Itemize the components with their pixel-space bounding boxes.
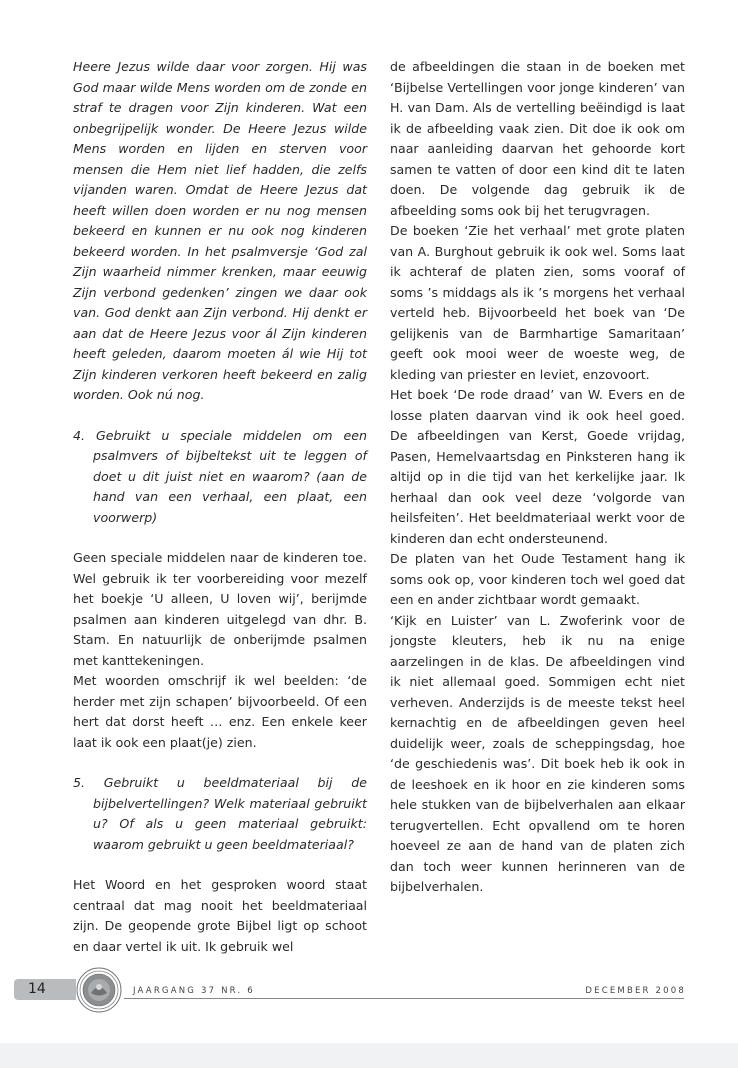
answer-3-continuation: Heere Jezus wilde daar voor zorgen. Hij was God maar wilde Mens worden om de zonde en straf te dragen voor Zijn kinderen. Wat een onbegrijpelijk wonder. De Heere Jezus wilde Mens worden en lijden en sterven voor mensen die Hem niet lief hadden, die zelfs vijanden waren. Omdat de Heere Jezus dat heeft willen doen worden er nu nog mensen bekeerd en kunnen er nu ook nog kinderen bekeerd worden. In het psalmversje ‘God zal Zijn waarheid nimmer krenken, maar eeuwig Zijn verbond gedenken’ zingen we daar ook van. God denkt aan Zijn verbond. Hij denkt er aan dat de Heere Jezus voor ál Zijn kinderen heeft geleden, daarom moeten ál wie Hij tot Zijn kinderen verkoren heeft bekeerd en zalig worden. Ook nú nog. <box>73 59 367 402</box>
footer-rule <box>124 998 684 999</box>
answer-5-paragraph-1: Het Woord en het gesproken woord staat centraal dat mag nooit het beeldmateriaal zijn. De geopende grote Bijbel ligt op schoot en daar vertel ik uit. Ik gebruik wel <box>73 877 367 954</box>
volume-issue: JAARGANG 37 NR. 6 <box>133 986 255 996</box>
left-column <box>73 57 367 957</box>
right-paragraph-2: De boeken ‘Zie het verhaal’ met grote platen van A. Burghout gebruik ik ook wel. Soms laat ik achteraf de platen zien, soms vooraf of soms ’s middags als ik ’s morgens het verhaal verteld heb. Bijvoorbeeld het boek van ‘De gelijkenis van de Barmhartige Samaritaan’ geeft ook mooi weer de woeste weg, de kleding van priester en leviet, enzovoort. <box>390 223 685 382</box>
seal-emblem-icon <box>76 967 122 1013</box>
right-paragraph-1: de afbeeldingen die staan in de boeken met ‘Bijbelse Vertellingen voor jonge kinderen’ van H. van Dam. Als de vertelling beëindigd is laat ik de afbeelding vaak zien. Dit doe ik ook om naar aanleiding daarvan het gehoorde kort samen te vatten of door een kind dit te laten doen. De volgende dag gebruik ik de afbeelding soms ook bij het terugvragen. <box>390 59 685 218</box>
right-paragraph-5: ‘Kijk en Luister’ van L. Zwoferink voor de jongste kleuters, heb ik nu na enige aarzelingen in de klas. De afbeeldingen vind ik niet allemaal goed. Sommigen echt niet verheven. Anderzijds is de meeste tekst heel kernachtig en de afbeeldingen geven heel duidelijk weer, zoals de scheppingsdag, hoe ‘de geschiedenis was’. Dit boek heb ik ook in de leeshoek en ik hoor en zie kinderen soms hele stukken van de bijbelverhalen aan elkaar terugvertellen. Echt opvallend om te horen hoeveel ze aan de hand van de platen zich dan toch weer kunnen herinneren van de bijbelverhalen. <box>390 612 685 894</box>
right-column <box>390 57 685 898</box>
right-paragraph-4: De platen van het Oude Testament hang ik soms ook op, voor kinderen toch wel goed dat een en ander zichtbaar wordt gemaakt. <box>390 551 685 607</box>
question-5: 5. Gebruikt u beeldmateriaal bij de bijbelvertellingen? Welk materiaal gebruikt u? Of als u geen materiaal gebruikt: waarom gebruikt u geen beeldmateriaal? <box>73 775 367 852</box>
answer-4-paragraph-2: Met woorden omschrijf ik wel beelden: ‘de herder met zijn schapen’ bijvoorbeeld. Of een hert dat dorst heeft … enz. Een enkele keer laat ik ook een plaat(je) zien. <box>73 673 367 750</box>
answer-4-paragraph-1: Geen speciale middelen naar de kinderen toe. Wel gebruik ik ter voorbereiding voor mezelf het boekje ‘U alleen, U loven wij’, berijmde psalmen aan kinderen uitgelegd van dhr. B. Stam. En natuurlijk de onberijmde psalmen met kanttekeningen. <box>73 550 367 668</box>
question-4: 4. Gebruikt u speciale middelen om een psalmvers of bijbeltekst uit te leggen of doet u dit juist niet en waarom? (aan de hand van een verhaal, een plaat, een voorwerp) <box>73 427 367 525</box>
issue-date: DECEMBER 2008 <box>585 986 686 996</box>
right-paragraph-3: Het boek ‘De rode draad’ van W. Evers en de losse platen daarvan vind ik ook heel goed. De afbeeldingen van Kerst, Goede vrijdag, Pasen, Hemelvaartsdag en Pinksteren hang ik altijd op in die tijd van het kerkelijke jaar. Ik herhaal dan ook veel deze ‘volgorde van heilsfeiten’. Het beeldmateriaal werkt voor de kinderen dan echt ondersteunend. <box>390 387 685 546</box>
bottom-margin-strip <box>0 1043 738 1068</box>
page-footer <box>0 965 738 1015</box>
page-number: 14 <box>28 981 46 997</box>
